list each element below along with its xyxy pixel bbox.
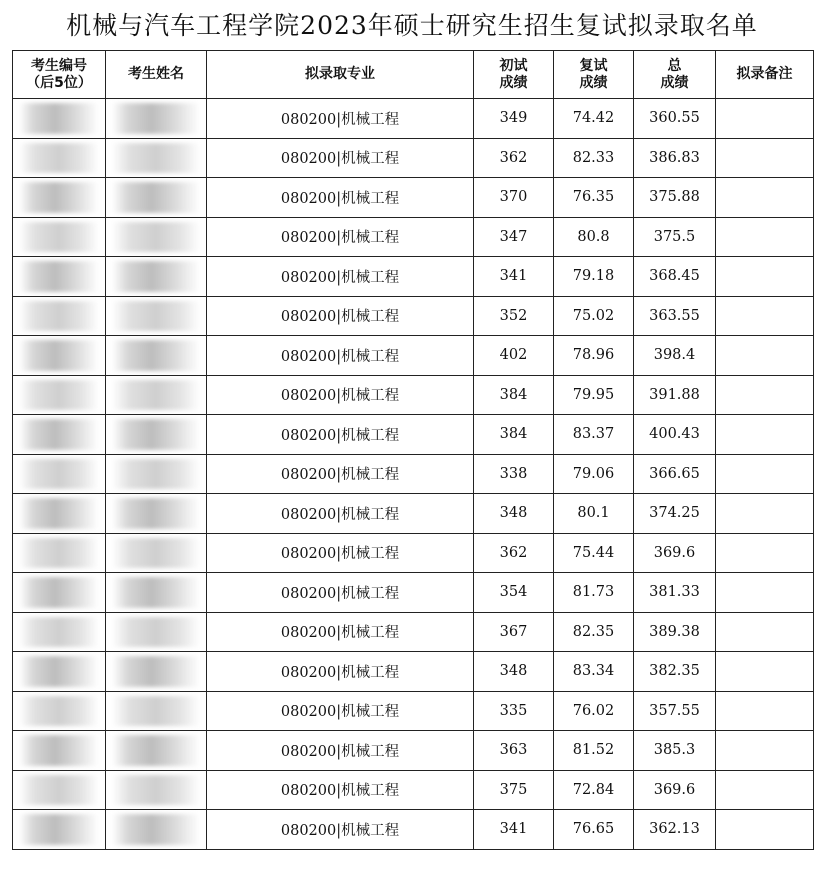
redaction-mosaic xyxy=(19,656,99,687)
table-row xyxy=(13,770,814,810)
initial-score-cell: 341 xyxy=(474,810,554,850)
redaction-mosaic xyxy=(19,577,99,608)
retest-score-cell: 76.35 xyxy=(554,178,634,218)
redaction-mosaic xyxy=(19,340,99,371)
total-score-cell: 363.55 xyxy=(634,296,716,336)
redaction-mosaic xyxy=(112,301,200,332)
retest-score-cell: 74.42 xyxy=(554,99,634,139)
major-cell: 080200|机械工程 xyxy=(207,454,474,494)
note-cell xyxy=(716,494,814,534)
retest-score-cell: 75.02 xyxy=(554,296,634,336)
initial-score-cell: 370 xyxy=(474,178,554,218)
redaction-mosaic xyxy=(112,696,200,727)
header-total-score: 总 成绩 xyxy=(634,51,716,99)
redaction-mosaic xyxy=(19,222,99,253)
retest-score-cell: 81.52 xyxy=(554,731,634,771)
major-cell: 080200|机械工程 xyxy=(207,375,474,415)
major-cell: 080200|机械工程 xyxy=(207,652,474,692)
total-score-cell: 368.45 xyxy=(634,257,716,297)
table-row xyxy=(13,138,814,178)
redaction-mosaic xyxy=(19,617,99,648)
redaction-mosaic xyxy=(19,775,99,806)
candidate-name-redacted xyxy=(106,612,207,652)
candidate-name-redacted xyxy=(106,533,207,573)
initial-score-cell: 352 xyxy=(474,296,554,336)
table-row xyxy=(13,415,814,455)
candidate-id-redacted xyxy=(13,99,106,139)
candidate-name-redacted xyxy=(106,415,207,455)
total-score-cell: 366.65 xyxy=(634,454,716,494)
major-cell: 080200|机械工程 xyxy=(207,336,474,376)
redaction-mosaic xyxy=(19,261,99,292)
initial-score-cell: 349 xyxy=(474,99,554,139)
total-score-cell: 375.5 xyxy=(634,217,716,257)
candidate-name-redacted xyxy=(106,138,207,178)
note-cell xyxy=(716,217,814,257)
major-cell: 080200|机械工程 xyxy=(207,533,474,573)
major-cell: 080200|机械工程 xyxy=(207,494,474,534)
candidate-name-redacted xyxy=(106,217,207,257)
candidate-name-redacted xyxy=(106,494,207,534)
total-score-cell: 369.6 xyxy=(634,533,716,573)
candidate-name-redacted xyxy=(106,573,207,613)
table-body xyxy=(13,99,814,850)
candidate-id-redacted xyxy=(13,573,106,613)
total-score-cell: 362.13 xyxy=(634,810,716,850)
initial-score-cell: 338 xyxy=(474,454,554,494)
candidate-id-redacted xyxy=(13,691,106,731)
table-row xyxy=(13,533,814,573)
total-score-cell: 389.38 xyxy=(634,612,716,652)
table-row xyxy=(13,257,814,297)
retest-score-cell: 80.8 xyxy=(554,217,634,257)
redaction-mosaic xyxy=(19,182,99,213)
retest-score-cell: 79.18 xyxy=(554,257,634,297)
redaction-mosaic xyxy=(19,380,99,411)
major-cell: 080200|机械工程 xyxy=(207,257,474,297)
major-cell: 080200|机械工程 xyxy=(207,217,474,257)
page-title: 机械与汽车工程学院2023年硕士研究生招生复试拟录取名单 xyxy=(66,11,758,40)
candidate-name-redacted xyxy=(106,375,207,415)
major-cell: 080200|机械工程 xyxy=(207,99,474,139)
initial-score-cell: 335 xyxy=(474,691,554,731)
table-row xyxy=(13,336,814,376)
note-cell xyxy=(716,138,814,178)
note-cell xyxy=(716,770,814,810)
note-cell xyxy=(716,652,814,692)
total-score-cell: 374.25 xyxy=(634,494,716,534)
initial-score-cell: 363 xyxy=(474,731,554,771)
note-cell xyxy=(716,296,814,336)
retest-score-cell: 72.84 xyxy=(554,770,634,810)
table-row xyxy=(13,810,814,850)
candidate-id-redacted xyxy=(13,454,106,494)
total-score-cell: 391.88 xyxy=(634,375,716,415)
retest-score-cell: 79.06 xyxy=(554,454,634,494)
redaction-mosaic xyxy=(112,775,200,806)
redaction-mosaic xyxy=(19,459,99,490)
redaction-mosaic xyxy=(112,182,200,213)
redaction-mosaic xyxy=(19,735,99,766)
total-score-cell: 386.83 xyxy=(634,138,716,178)
candidate-name-redacted xyxy=(106,257,207,297)
candidate-name-redacted xyxy=(106,810,207,850)
retest-score-cell: 75.44 xyxy=(554,533,634,573)
initial-score-cell: 348 xyxy=(474,494,554,534)
note-cell xyxy=(716,612,814,652)
redaction-mosaic xyxy=(112,577,200,608)
table-row xyxy=(13,573,814,613)
table-row xyxy=(13,375,814,415)
total-score-cell: 398.4 xyxy=(634,336,716,376)
redaction-mosaic xyxy=(112,814,200,845)
initial-score-cell: 375 xyxy=(474,770,554,810)
redaction-mosaic xyxy=(112,143,200,174)
redaction-mosaic xyxy=(19,696,99,727)
total-score-cell: 369.6 xyxy=(634,770,716,810)
candidate-id-redacted xyxy=(13,217,106,257)
initial-score-cell: 354 xyxy=(474,573,554,613)
redaction-mosaic xyxy=(19,301,99,332)
header-note: 拟录备注 xyxy=(716,51,814,99)
admission-table xyxy=(12,50,814,850)
retest-score-cell: 82.33 xyxy=(554,138,634,178)
header-initial-score: 初试 成绩 xyxy=(474,51,554,99)
major-cell: 080200|机械工程 xyxy=(207,415,474,455)
major-cell: 080200|机械工程 xyxy=(207,573,474,613)
retest-score-cell: 78.96 xyxy=(554,336,634,376)
retest-score-cell: 82.35 xyxy=(554,612,634,652)
note-cell xyxy=(716,99,814,139)
redaction-mosaic xyxy=(112,103,200,134)
retest-score-cell: 81.73 xyxy=(554,573,634,613)
candidate-name-redacted xyxy=(106,652,207,692)
candidate-id-redacted xyxy=(13,296,106,336)
candidate-name-redacted xyxy=(106,336,207,376)
retest-score-cell: 76.02 xyxy=(554,691,634,731)
note-cell xyxy=(716,178,814,218)
candidate-id-redacted xyxy=(13,810,106,850)
note-cell xyxy=(716,731,814,771)
candidate-id-redacted xyxy=(13,731,106,771)
initial-score-cell: 384 xyxy=(474,415,554,455)
redaction-mosaic xyxy=(112,656,200,687)
initial-score-cell: 402 xyxy=(474,336,554,376)
table-row xyxy=(13,494,814,534)
redaction-mosaic xyxy=(19,498,99,529)
redaction-mosaic xyxy=(19,103,99,134)
note-cell xyxy=(716,533,814,573)
candidate-id-redacted xyxy=(13,178,106,218)
header-major: 拟录取专业 xyxy=(207,51,474,99)
header-retest-score: 复试 成绩 xyxy=(554,51,634,99)
major-cell: 080200|机械工程 xyxy=(207,296,474,336)
major-cell: 080200|机械工程 xyxy=(207,731,474,771)
candidate-name-redacted xyxy=(106,178,207,218)
table-row xyxy=(13,612,814,652)
initial-score-cell: 347 xyxy=(474,217,554,257)
note-cell xyxy=(716,691,814,731)
initial-score-cell: 362 xyxy=(474,138,554,178)
initial-score-cell: 362 xyxy=(474,533,554,573)
redaction-mosaic xyxy=(19,419,99,450)
total-score-cell: 360.55 xyxy=(634,99,716,139)
candidate-id-redacted xyxy=(13,257,106,297)
table-header-row xyxy=(13,51,814,99)
candidate-id-redacted xyxy=(13,533,106,573)
header-candidate-id: 考生编号 （后5位） xyxy=(13,51,106,99)
redaction-mosaic xyxy=(112,498,200,529)
redaction-mosaic xyxy=(19,143,99,174)
table-row xyxy=(13,99,814,139)
candidate-name-redacted xyxy=(106,454,207,494)
initial-score-cell: 341 xyxy=(474,257,554,297)
redaction-mosaic xyxy=(112,261,200,292)
note-cell xyxy=(716,573,814,613)
candidate-id-redacted xyxy=(13,336,106,376)
major-cell: 080200|机械工程 xyxy=(207,178,474,218)
initial-score-cell: 348 xyxy=(474,652,554,692)
candidate-id-redacted xyxy=(13,652,106,692)
redaction-mosaic xyxy=(19,814,99,845)
initial-score-cell: 367 xyxy=(474,612,554,652)
total-score-cell: 400.43 xyxy=(634,415,716,455)
redaction-mosaic xyxy=(112,222,200,253)
redaction-mosaic xyxy=(112,380,200,411)
major-cell: 080200|机械工程 xyxy=(207,612,474,652)
initial-score-cell: 384 xyxy=(474,375,554,415)
redaction-mosaic xyxy=(112,419,200,450)
retest-score-cell: 83.37 xyxy=(554,415,634,455)
retest-score-cell: 80.1 xyxy=(554,494,634,534)
candidate-id-redacted xyxy=(13,138,106,178)
table-row xyxy=(13,652,814,692)
candidate-name-redacted xyxy=(106,770,207,810)
note-cell xyxy=(716,375,814,415)
table-row xyxy=(13,731,814,771)
candidate-name-redacted xyxy=(106,731,207,771)
total-score-cell: 381.33 xyxy=(634,573,716,613)
candidate-id-redacted xyxy=(13,375,106,415)
retest-score-cell: 83.34 xyxy=(554,652,634,692)
table-row xyxy=(13,217,814,257)
major-cell: 080200|机械工程 xyxy=(207,138,474,178)
candidate-id-redacted xyxy=(13,770,106,810)
table-row xyxy=(13,454,814,494)
candidate-name-redacted xyxy=(106,99,207,139)
redaction-mosaic xyxy=(112,459,200,490)
total-score-cell: 357.55 xyxy=(634,691,716,731)
header-candidate-name: 考生姓名 xyxy=(106,51,207,99)
redaction-mosaic xyxy=(19,538,99,569)
redaction-mosaic xyxy=(112,735,200,766)
retest-score-cell: 79.95 xyxy=(554,375,634,415)
total-score-cell: 382.35 xyxy=(634,652,716,692)
redaction-mosaic xyxy=(112,538,200,569)
major-cell: 080200|机械工程 xyxy=(207,770,474,810)
table-row xyxy=(13,178,814,218)
note-cell xyxy=(716,454,814,494)
redaction-mosaic xyxy=(112,617,200,648)
table-row xyxy=(13,296,814,336)
note-cell xyxy=(716,336,814,376)
note-cell xyxy=(716,415,814,455)
total-score-cell: 375.88 xyxy=(634,178,716,218)
redaction-mosaic xyxy=(112,340,200,371)
total-score-cell: 385.3 xyxy=(634,731,716,771)
major-cell: 080200|机械工程 xyxy=(207,691,474,731)
candidate-name-redacted xyxy=(106,691,207,731)
candidate-id-redacted xyxy=(13,494,106,534)
major-cell: 080200|机械工程 xyxy=(207,810,474,850)
candidate-name-redacted xyxy=(106,296,207,336)
note-cell xyxy=(716,810,814,850)
candidate-id-redacted xyxy=(13,415,106,455)
note-cell xyxy=(716,257,814,297)
candidate-id-redacted xyxy=(13,612,106,652)
table-row xyxy=(13,691,814,731)
retest-score-cell: 76.65 xyxy=(554,810,634,850)
